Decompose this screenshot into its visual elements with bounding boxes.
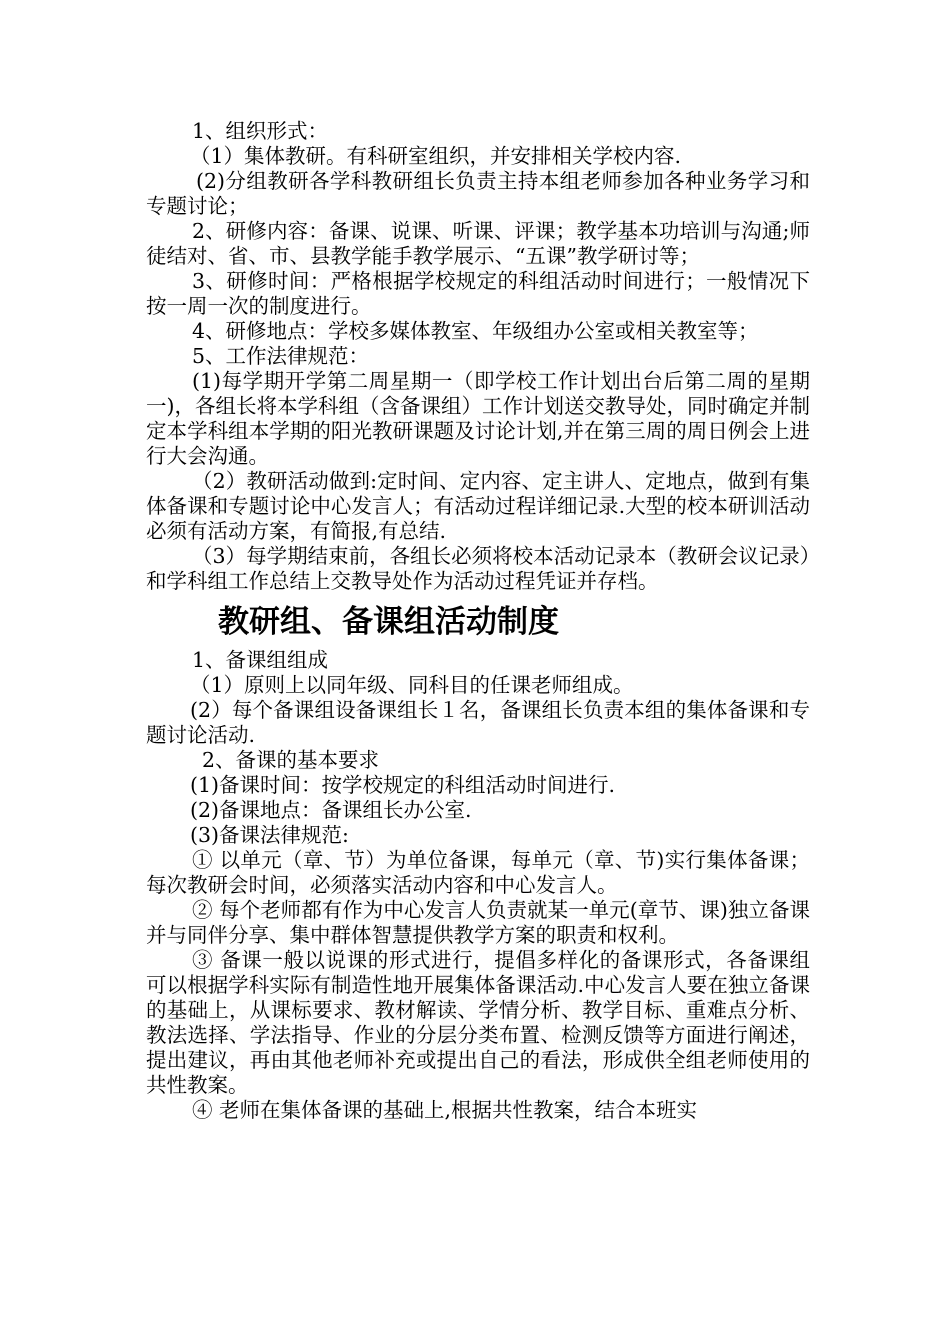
heading-lesson-group-composition: 1、备课组组成 (192, 648, 329, 672)
paragraph-collective-research: （1）集体教研。有科研室组织，并安排相关学校内容. (190, 144, 682, 168)
paragraph-rule-item-1: ① 以单元（章、节）为单位备课，每单元（章、节)实行集体备课；每次教研会时间，必须落实活动内容和中心发言人。 (146, 848, 810, 897)
heading-work-rules: 5、工作法律规范： (192, 344, 370, 368)
heading-basic-requirements: 2、备课的基本要求 (202, 748, 380, 772)
document-page (146, 119, 810, 1123)
paragraph-lesson-location: (2)备课地点：备课组长办公室. (190, 798, 472, 822)
paragraph-rule-item-2: ② 每个老师都有作为中心发言人负责就某一单元(章节、课)独立备课并与同伴分享、集中群体智慧提供教学方案的职责和权利。 (146, 898, 810, 947)
paragraph-lesson-rules: (3)备课法律规范: (190, 823, 349, 847)
paragraph-group-leader: (2）每个备课组设备课组长１名，备课组长负责本组的集体备课和专题讨论活动. (146, 698, 810, 747)
paragraph-rule-1: (1)每学期开学第二周星期一（即学校工作计划出台后第二周的星期一)，各组长将本学科组（含备课组）工作计划送交教导处，同时确定并制定本学科组本学期的阳光教研课题及讨论计划,并在第三周的周日例会上进行大会沟通。 (146, 369, 810, 468)
paragraph-group-research: (2)分组教研各学科教研组长负责主持本组老师参加各种业务学习和专题讨论； (146, 169, 810, 218)
section-title: 教研组、备课组活动制度 (218, 604, 559, 640)
paragraph-rule-2: （2）教研活动做到:定时间、定内容、定主讲人、定地点，做到有集体备课和专题讨论中心发言人；有活动过程详细记录.大型的校本研训活动必须有活动方案，有简报,有总结. (146, 469, 810, 543)
paragraph-rule-3: （3）每学期结束前，各组长必须将校本活动记录本（教研会议记录）和学科组工作总结上交教导处作为活动过程凭证并存档。 (146, 544, 810, 593)
paragraph-research-time: 3、研修时间：严格根据学校规定的科组活动时间进行；一般情况下按一周一次的制度进行。 (146, 269, 810, 318)
paragraph-lesson-time: (1)备课时间：按学校规定的科组活动时间进行. (190, 773, 616, 797)
paragraph-research-content: 2、研修内容：备课、说课、听课、评课；教学基本功培训与沟通;师徒结对、省、市、县教学能手教学展示、“五课”教学研讨等； (146, 219, 810, 268)
heading-organization-form: 1、组织形式： (192, 119, 329, 143)
paragraph-research-location: 4、研修地点：学校多媒体教室、年级组办公室或相关教室等； (192, 319, 759, 343)
paragraph-rule-item-3: ③ 备课一般以说课的形式进行，提倡多样化的备课形式，各备课组可以根据学科实际有制造性地开展集体备课活动.中心发言人要在独立备课的基础上，从课标要求、教材解读、学情分析、教学目标、重难点分析、教法选择、学法指导、作业的分层分类布置、检测反馈等方面进行阐述，提出建议，再由其他老师补充或提出自己的看法，形成供全组老师使用的共性教案。 (146, 948, 810, 1097)
paragraph-rule-item-4: ④ 老师在集体备课的基础上,根据共性教案，结合本班实 (192, 1098, 698, 1122)
paragraph-composition-principle: （1）原则上以同年级、同科目的任课老师组成。 (190, 673, 634, 697)
